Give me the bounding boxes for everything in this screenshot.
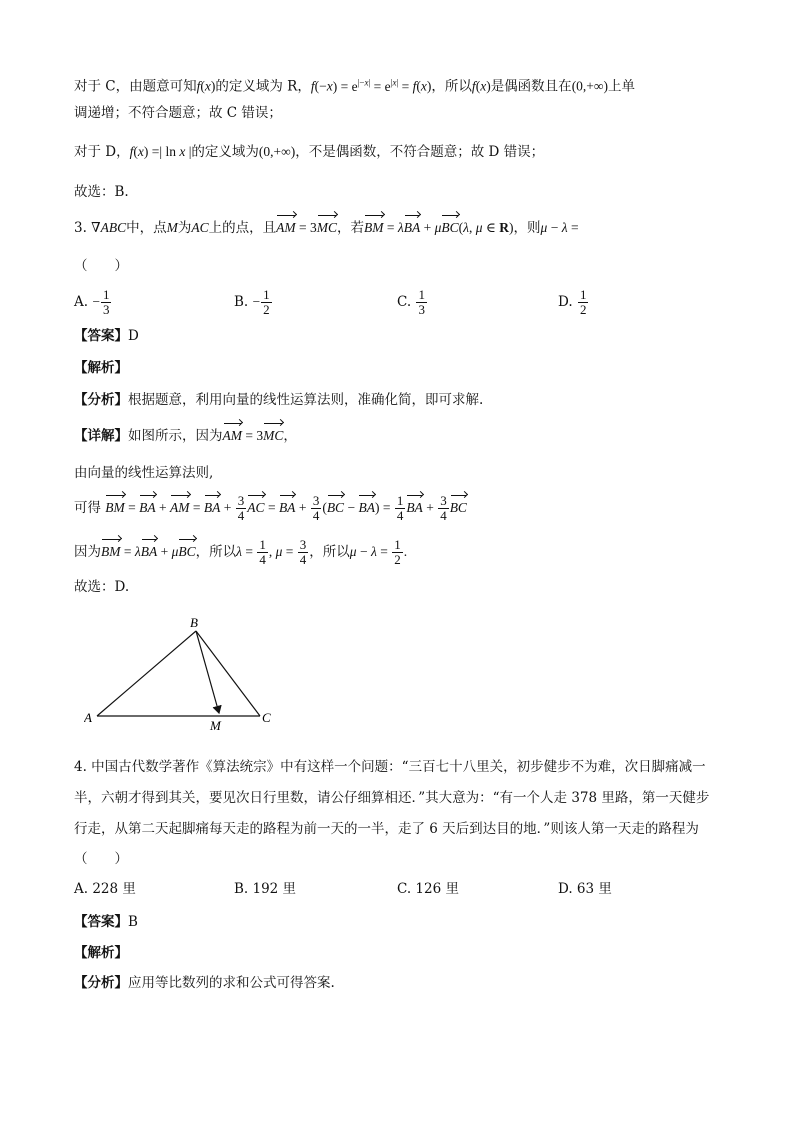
option-4c: C. 126 里 xyxy=(397,881,459,897)
text: ，则 xyxy=(513,220,541,236)
text: 上单 xyxy=(608,78,636,95)
jiexi-3 xyxy=(74,358,128,378)
blank-paren-3: （ ） xyxy=(74,258,128,274)
denominator: 2 xyxy=(263,302,270,317)
text: 可得 xyxy=(74,500,101,516)
text: ，若 xyxy=(337,220,364,236)
option-label: D. xyxy=(558,294,573,310)
option-3c xyxy=(397,288,428,317)
option-3a xyxy=(74,288,112,317)
option-4a: A. 228 里 xyxy=(74,881,136,897)
option-label: C. xyxy=(397,294,412,310)
text: ， xyxy=(283,428,297,444)
answer-value: B xyxy=(128,914,138,930)
text: 中，点 xyxy=(126,220,167,236)
fenxi-tag: 【分析】 xyxy=(74,392,128,408)
rule-line: 由向量的线性运算法则, xyxy=(74,465,214,481)
option-3d xyxy=(558,288,589,317)
side-bc xyxy=(196,631,260,716)
answer-tag: 【答案】 xyxy=(74,328,128,344)
text: 对于 D， xyxy=(74,144,130,160)
fenxi-text: 应用等比数列的求和公式可得答案. xyxy=(128,975,335,991)
text: ，所以 xyxy=(431,78,472,95)
text: 如图所示，因为 xyxy=(128,428,223,444)
text: 为 xyxy=(177,220,192,236)
text-line-c1: 对于 C，由题意可知f(x)的定义域为 R，$f(-x) = e^{|-x|} = e^{|x|} = f(x)$，所以f(x)是偶函数且在(0,+∞)上单 xyxy=(74,77,636,95)
jiexi-tag: 【解析】 xyxy=(74,945,128,961)
text: 是偶函数且在 xyxy=(490,78,572,95)
text: ，所以 xyxy=(309,544,350,560)
answer-3 xyxy=(74,326,139,346)
option-label: B. xyxy=(234,294,249,310)
denominator: 2 xyxy=(579,302,587,317)
pick-d: 故选：D. xyxy=(74,579,130,595)
option-sign: − xyxy=(92,294,100,309)
label-b: B xyxy=(190,615,198,630)
question-4-line3: 行走，从第二天起脚痛每天走的路程为前一天的一半，走了 6 天后到达目的地．”则该人第一天走的路程为 xyxy=(74,821,699,837)
pick-b: 故选：B. xyxy=(74,184,129,200)
numerator: 1 xyxy=(102,287,110,302)
denominator: 3 xyxy=(418,302,425,317)
option-label: A. xyxy=(74,294,89,310)
fenxi-text: 根据题意，利用向量的线性运算法则，准确化简，即可求解. xyxy=(128,392,484,408)
label-c: C xyxy=(262,710,271,725)
fenxi-4 xyxy=(74,973,335,993)
answer-tag: 【答案】 xyxy=(74,914,128,930)
fenxi-tag: 【分析】 xyxy=(74,975,128,991)
text: ，不是偶函数，不符合题意；故 D 错误； xyxy=(295,144,545,160)
blank-paren-4: （ ） xyxy=(74,851,128,867)
option-sign: − xyxy=(252,294,261,309)
answer-4 xyxy=(74,912,138,932)
option-4d: D. 63 里 xyxy=(558,881,612,897)
numerator: 1 xyxy=(579,287,587,302)
answer-value: D xyxy=(128,328,139,344)
label-m: M xyxy=(210,718,221,733)
side-ab xyxy=(97,631,196,716)
text: 3. xyxy=(74,220,92,236)
numerator: 1 xyxy=(418,287,425,302)
triangle-figure xyxy=(84,612,284,737)
xiangjie-tag: 【详解】 xyxy=(74,428,128,444)
text: 上的点，且 xyxy=(208,220,277,236)
vector-bm xyxy=(196,631,219,713)
text-line-c2: 调递增；不符合题意；故 C 错误； xyxy=(74,105,282,121)
fenxi-3 xyxy=(74,390,483,410)
xiangjie-3: 【详解】如图所示，因为AM = 3MC， xyxy=(74,428,297,444)
text-line-d1: 对于 D，f(x) =| ln x |的定义域为(0,+∞)，不是偶函数，不符合题意；故 D 错误； xyxy=(74,144,545,160)
text: ，所以 xyxy=(195,544,237,560)
question-4-line2: 半，六朝才得到其关，要见次日行里数，请公仔细算相还．”其大意为：“有一个人走 378 里路，第一天健步 xyxy=(74,790,710,806)
numerator: 1 xyxy=(263,287,270,302)
option-4b: B. 192 里 xyxy=(234,881,297,897)
option-3b xyxy=(234,288,273,317)
question-3: 3. ∇ABC中，点M为AC上的点，且AM = 3MC，若BM = λBA + μBC(λ, μ ∈ R)，则μ − λ = xyxy=(74,220,579,236)
text: 的定义域为 R， xyxy=(215,78,311,95)
question-4-line1: 4. 中国古代数学著作《算法统宗》中有这样一个问题：“三百七十八里关，初步健步不为难，次日脚痛减一 xyxy=(74,759,706,775)
derivation-line: 可得 BM = BA + AM = BA + $\frac{3}{4}$ AC = BA + $\frac{3}{4}$ (BC − BA) = $\frac{1}{4}$ BA + $\frac{3}{4}$ BC xyxy=(74,493,467,523)
denominator: 3 xyxy=(102,302,110,317)
label-a: A xyxy=(84,710,92,725)
text: 的定义域为 xyxy=(191,144,259,160)
conclusion-line: 因为BM = λBA + μBC，所以λ = $\frac{1}{4}$ , μ = $\frac{3}{4}$ ，所以μ − λ = $\frac{1}{2}$ . xyxy=(74,537,408,567)
jiexi-4 xyxy=(74,943,128,963)
text: 对于 C，由题意可知 xyxy=(74,78,197,95)
text: 因为 xyxy=(74,544,101,560)
jiexi-tag: 【解析】 xyxy=(74,360,128,376)
